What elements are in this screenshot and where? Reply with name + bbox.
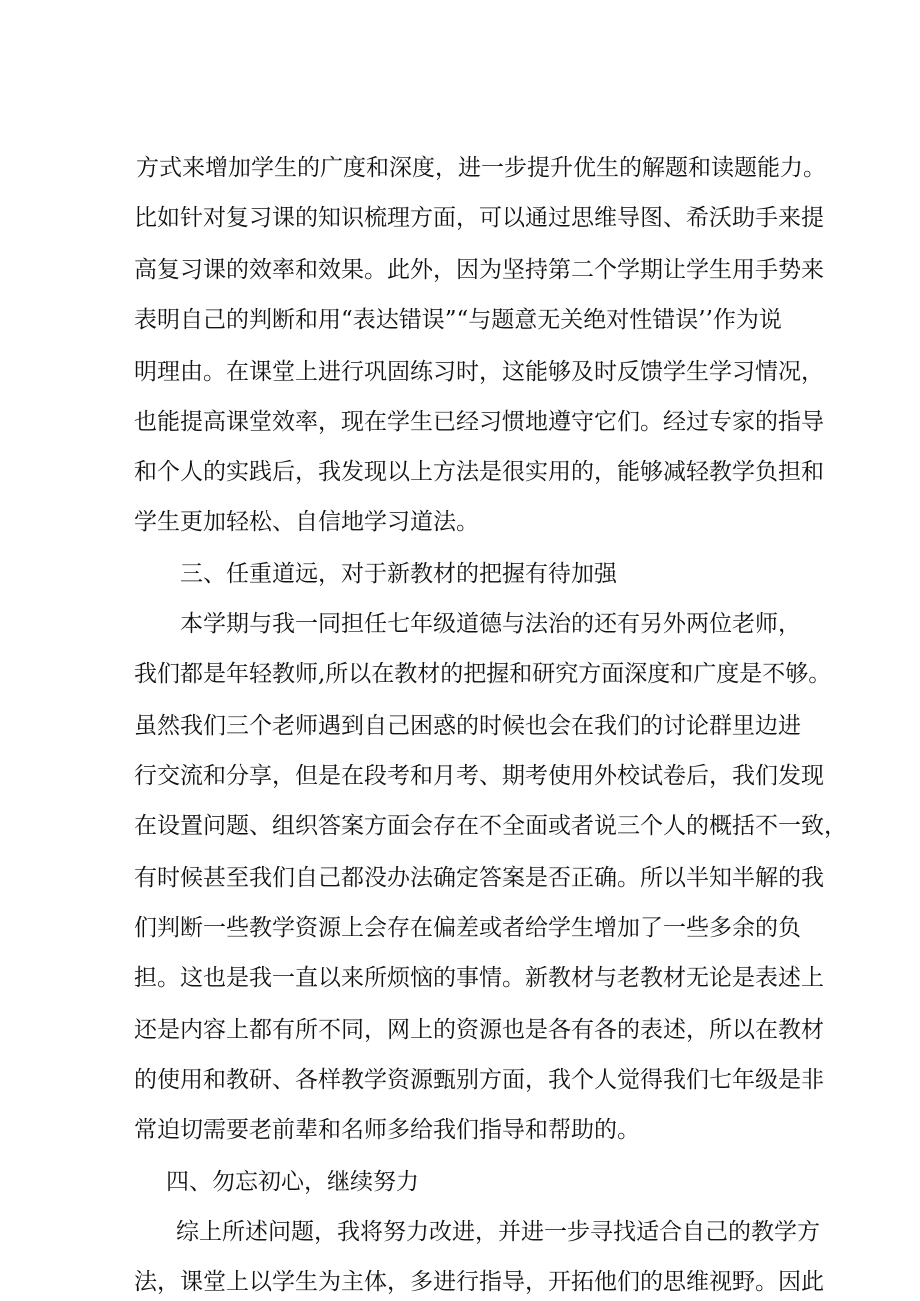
- text-line: 还是内容上都有所不同，网上的资源也是各有各的表述，所以在教材: [134, 1017, 824, 1043]
- text-line: 的使用和教研、各样教学资源甄别方面，我个人觉得我们七年级是非: [134, 1067, 824, 1093]
- text-line: 比如针对复习课的知识梳理方面，可以通过思维导图、希沃助手来提: [134, 205, 824, 231]
- text-line: 学生更加轻松、自信地学习道法。: [134, 509, 479, 535]
- text-line: 在设置问题、组织答案方面会存在不全面或者说三个人的概括不一致，: [134, 813, 847, 839]
- text-line: 也能提高课堂效率，现在学生已经习惯地遵守它们。经过专家的指导: [134, 409, 824, 435]
- section-heading: 三、任重道远，对于新教材的把握有待加强: [180, 561, 617, 587]
- text-line: 表明自己的判断和用“表达错误”“与题意无关绝对性错误’’作为说: [134, 307, 782, 333]
- text-line: 我们都是年轻教师,所以在教材的把握和研究方面深度和广度是不够。: [134, 661, 832, 687]
- text-line: 法，课堂上以学生为主体，多进行指导，开拓他们的思维视野。因此: [134, 1269, 824, 1295]
- text-line: 本学期与我一同担任七年级道德与法治的还有另外两位老师，: [180, 611, 801, 637]
- text-line: 和个人的实践后，我发现以上方法是很实用的，能够减轻教学负担和: [134, 459, 824, 485]
- text-line: 高复习课的效率和效果。此外，因为坚持第二个学期让学生用手势来: [134, 257, 824, 283]
- section-heading: 四、勿忘初心，继续努力: [166, 1169, 419, 1195]
- text-line: 综上所述问题，我将努力改进，并进一步寻找适合自己的教学方: [176, 1219, 820, 1245]
- text-line: 明理由。在课堂上进行巩固练习时，这能够及时反馈学生学习情况，: [134, 359, 824, 385]
- text-line: 们判断一些教学资源上会存在偏差或者给学生增加了一些多余的负: [134, 915, 801, 941]
- text-line: 虽然我们三个老师遇到自己困惑的时候也会在我们的讨论群里边进: [134, 713, 801, 739]
- text-line: 有时候甚至我们自己都没办法确定答案是否正确。所以半知半解的我: [134, 865, 824, 891]
- text-line: 行交流和分享，但是在段考和月考、期考使用外校试卷后，我们发现: [134, 763, 824, 789]
- text-line: 方式来增加学生的广度和深度，进一步提升优生的解题和读题能力。: [136, 155, 826, 181]
- text-line: 担。这也是我一直以来所烦恼的事情。新教材与老教材无论是表述上: [134, 965, 824, 991]
- text-line: 常迫切需要老前辈和名师多给我们指导和帮助的。: [134, 1117, 640, 1143]
